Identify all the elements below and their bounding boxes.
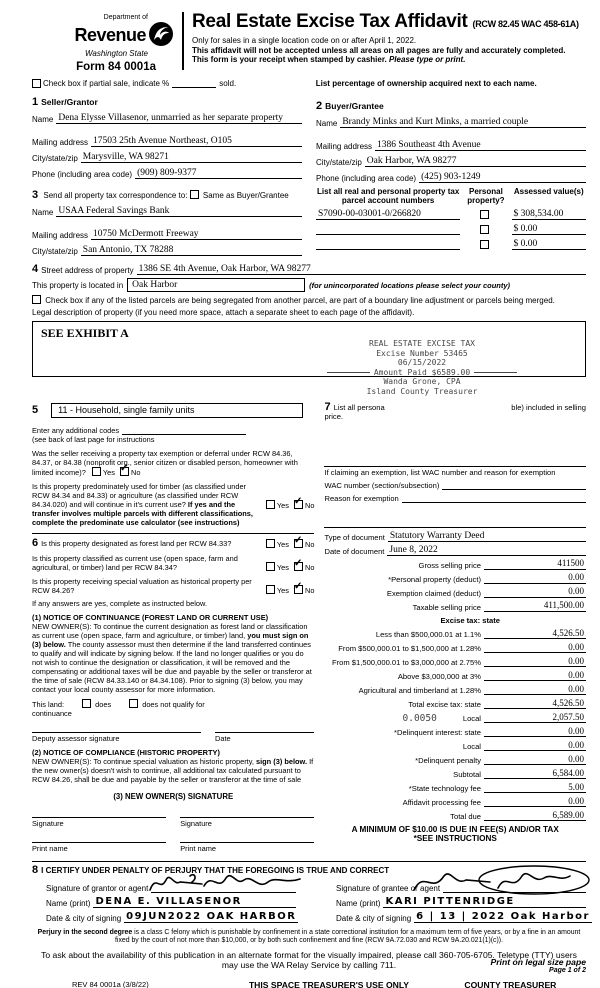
local-rate-value: 0.0050: [402, 712, 437, 724]
seller-name-field[interactable]: Dena Elysse Villasenor, unmarried as her separate property: [56, 113, 302, 124]
personal-property-deduct-field[interactable]: 0.00: [484, 573, 586, 584]
form-title-rcw: (RCW 82.45 WAC 458-61A): [472, 19, 579, 29]
local-tax-field[interactable]: 2,057.50: [484, 713, 586, 724]
buyer-phone-field[interactable]: (425) 903-1249: [419, 172, 586, 183]
grantee-signature-field[interactable]: [443, 882, 586, 893]
document-date-field[interactable]: June 8, 2022: [387, 545, 586, 556]
located-in-select[interactable]: Oak Harbor: [127, 278, 305, 292]
print-note: Print on legal size pape Page 1 of 2: [490, 957, 586, 974]
exemption-claimed-field[interactable]: 0.00: [484, 587, 586, 598]
seller-exemption-question: Was the seller receiving a property tax exemption or deferral under RCW 84.36, 84.37, or 84.38 (nonprofit org., senior citizen or disabled person, homeowner with limited income)? Yes ✓ No: [32, 449, 314, 477]
excise-tax-state-header: Excise tax: state: [440, 615, 500, 625]
rev-form-number: REV 84 0001a (3/8/22): [72, 980, 149, 988]
total-excise-state-field[interactable]: 4,526.50: [484, 699, 586, 710]
new-owners-signature-title: (3) NEW OWNER(S) SIGNATURE: [113, 792, 234, 801]
gross-selling-price-field[interactable]: 411500: [484, 559, 586, 570]
accessibility-note: To ask about the availability of this publication in an alternate format for the visually impaired, please call 360-705-6705. Teletype (TTY) users may use the WA Relay Service by calling 711.: [41, 950, 577, 970]
fees-divider: [324, 527, 586, 528]
partial-sale-sold-label: sold.: [219, 79, 237, 88]
minimum-due-note: A MINIMUM OF $10.00 IS DUE IN FEE(S) AND/OR TAX: [351, 825, 559, 835]
fee-row: *Delinquent interest: state 0.00: [394, 725, 584, 737]
historic-question: Is this property receiving special valuation as historical property per RCW 84.26?: [32, 577, 252, 595]
legal-description-label: Legal description of property (if you need more space, attach a separate sheet to each page of the affidavit).: [32, 308, 415, 317]
form-title: Real Estate Excise Tax Affidavit (RCW 82.45 WAC 458-61A): [192, 11, 579, 32]
assessed-value-field[interactable]: $ 0.00: [512, 224, 586, 235]
fee-row: *Delinquent penalty 0.00: [415, 753, 584, 765]
document-type-field[interactable]: Statutory Warranty Deed: [388, 531, 586, 542]
form-header: [32, 10, 586, 73]
forest-yes-checkbox[interactable]: [266, 539, 275, 548]
fee-row: *State technology fee 5.00: [408, 781, 584, 793]
see-back-note: (see back of last page for instructions: [32, 435, 155, 444]
dept-of-label: Department of: [103, 14, 148, 21]
correspondence-name-field[interactable]: USAA Federal Savings Bank: [56, 206, 302, 217]
owner-print-name-field-2[interactable]: Print name: [180, 842, 314, 853]
page-number: Page 1 of 2: [549, 967, 586, 974]
personal-property-checkbox[interactable]: [480, 210, 489, 219]
fee-row: From $500,000.01 to $1,500,000 at 1.28% 0.00: [338, 641, 584, 653]
personal-property-checkbox[interactable]: [480, 225, 489, 234]
grantee-print-name-field[interactable]: KARI PITTENRIDGE: [383, 897, 586, 908]
seller-phone-field[interactable]: (909) 809-9377: [135, 168, 302, 179]
affidavit-page: Department of Revenue Washington State Form 84 0001a Real Estate Excise Tax Affidavit (RCW 82.45 WAC 458-61A) Only for sales in a single location code on or after April 1, 2022. This affidavit will not be accepted unless all areas on all pages are fully and accurately completed. This form is your receipt when stamped by cashier. Please type or print. Check box if partial sale, indicate % sold. List percentage of ownership acquired next to each name. 1 Seller/Grantor Name Dena Elysse Villasenor, unmarried as her separate property Mailing address 17503 25th Avenue Northeast, O105 City/state/zip Marysville, WA 98271 Phone (including area code) (909) 809-9377 3 Send all property tax correspondence to: Same as Buyer/Grantee Name USAA Federal Savings Bank Mailing address 10750 McDermott Freeway City/state/zip San Antonio, TX 78288 2 Buyer/Grantee Name Brandy Minks and Kurt Minks, a married couple Mailing address 1386 Southeast 4th Avenue City/state/zip Oak Harbor, WA 98277 Phone (including area code) (425) 903-1249 List all real and personal property tax parcel account numbers Personal property? Assessed value(s) S7090-00-03001-0/266820 $ 308,534.00 $ 0.00 $ 0.00 4 Street address of property 1386 SE 4th Avenue, Oak Harbor, WA 98277 This property is located in Oak Harbor (for unincorporated locations please select your county) Check box if any of the listed parcels are being segregated from another parcel, are part of a boundary line adjustment or parcels being merged. Legal description of property (if you need more space, attach a separate sheet to each page of the affidavit). SEE EXHIBIT A REAL ESTATE EXCISE TAX Excise Number 53465 06/15/2022 Amount Paid $6589.00 Wanda Grone, CPA Island County Treasurer 5 11 - Household, single family units Enter any additional codes (see back of last page for instructions Was the seller receiving a property tax exemption or deferral under RCW 84.36, 84.37, or 84.38 (nonprofit org., senior citizen or disabled person, homeowner with limited income)? Yes ✓ No Is this property predominately used for timber (as classified under RCW 84.34 and 84.33) or agriculture (as classified under RCW 84.34.020) and will continue in it's current use? If yes and the transfer involves multiple parcels with different classifications, complete the predominate use calculator (see instructions) Yes ✓ No 6 Is this property designated as forest land per RCW 84.33? Yes ✓ No Is this property classified as current use (open space, farm and agricultural, or timber) land per RCW 84.34? Yes ✓ No Is this property receiving special valuation as historical property per RCW 84.26? Yes ✓ No If any answers are yes, complete as instructed below. (1) NOTICE OF CONTINUANCE (FOREST LAND OR CURRENT USE) NEW OWNER(S): To continue the current designation as forest land or classification as current use (open space, farm and agriculture, or timber) land, you must sign on (3) below. The county assessor must then determine if the land transferred continues to qualify and will indicate by signing below. If the land no longer qualifies or you do not wish to continue the designation or classification, it will be removed and the compensating or additional taxes will be due and payable by the seller or transferor at the time of sale (RCW 84.33.140 or 84.34.108). Prior to signing (3) below, you may contact your local county assessor for more information. This land: does does not qualify for continuance Deputy assessor signature Date (2) NOTICE OF COMPLIANCE (HISTORIC PROPERTY) NEW OWNER(S): To continue special valuation as historic property, sign (3) below. If the new owner(s) doesn't wish to continue, all additional tax calculated pursuant to RCW 84.26, shall be due and payable by the seller or transferor at the time of sale (3) NEW OWNER(S) SIGNATURE Signature Signature Print name Print name 7 List all persona ble) included in selling price. If claiming an exemption, list WAC number and reason for exemption WAC number (section/subsection) Reason for exemption Type of document Statutory Warranty Deed Date of document June 8, 2022 Gross selling price 411500 *Personal property (deduct) 0.00 Exemption claimed (deduct) 0.00 Taxable selling price 411,500.00 Excise tax: state Less than $500,000.01 at 1.1% 4,526.50 From $500,000.01 to $1,500,000 at 1.28% 0.00 From $1,500,000.01 to $3,000,000 at 2.75% 0.00 Above $3,000,000 at 3% 0.00 Agricultural and timberland at 1.28% 0.00 Total excise tax: state 4,526.50 0.0050 Local 2,057.50 *Delinquent interest: state 0.00 Local 0.00 *Delinquent penalty 0.00 Subtotal 6,584.00 *State technology fee 5.00 Affidavit processing fee 0.00 Total due 6,589.00 A MINIMUM OF $10.00 IS DUE IN FEE(S) AND/OR TAX *SEE INSTRUCTIONS 8 I CERTIFY UNDER PENALTY OF PERJURY THAT THE FOREGOING IS TRUE AND CORRECT Signature of grantor or agent Name (print) DENA E. VILLASENOR Date & city of signing 09JUN2022 OAK HARBOR Signature of grantee or agent Name (print) KARI PITTENRIDGE Date & city of signing 6 | 13 | 2022 Oak Harbor Perjury in the second degree is a class C felony which is punishable by confinement in a state correctional institution for a maximum term of five years, or by a fine in an amount fixed by the court of not more than $10,000, or by both such confinement and fine (RCW 9A.72.030 and RCW 9A.20.021(1)(c)). To ask about the availability of this publication in an alternate format for the visually impaired, please call 360-705-6705. Teletype (TTY) users may use the WA Relay Service by calling 711. REV 84 0001a (3/8/22) THIS SPACE TREASURER'S USE ONLY COUNTY TREASURER Print on legal size pape Page 1 of 2: [0, 0, 600, 988]
grantee-date-city-field[interactable]: 6 | 13 | 2022 Oak Harbor: [416, 911, 590, 922]
fee-row: Total due 6,589.00: [450, 809, 584, 821]
current-use-no-checkbox[interactable]: [294, 562, 303, 571]
fee-row: Exemption claimed (deduct) 0.00: [386, 586, 584, 598]
form-subtitle: Only for sales in a single location code on or after April 1, 2022. This affidavit will not be accepted unless all areas on all pages are fully and accurately completed. This form is your receipt when stamped by cashier. Please type or print.: [192, 36, 566, 64]
notice1-body: NEW OWNER(S): To continue the current designation as forest land or classification as current use (open space, farm and agriculture, or timber) land, you must sign on (3) below. The county assessor must then determine if the land transferred continues to qualify and will indicate by signing below. If the land no longer qualifies or you do not wish to continue the designation or classification, it will be removed and the compensating or additional taxes will be due and payable by the seller or transferor at the time of sale (RCW 84.33.140 or 84.34.108). Prior to signing (3) below, you may contact your local county assessor for more information.: [32, 622, 312, 694]
fee-row: From $1,500,000.01 to $3,000,000 at 2.75% 0.00: [331, 655, 584, 667]
agency-logo-block: [32, 10, 174, 73]
seller-exemption-no-checkbox[interactable]: [120, 467, 129, 476]
personal-property-list-field[interactable]: [324, 452, 586, 467]
agency-name: Revenue: [74, 24, 146, 45]
tier2-tax-field[interactable]: 0.00: [484, 643, 586, 654]
tier4-tax-field[interactable]: 0.00: [484, 671, 586, 682]
notice2-title: (2) NOTICE OF COMPLIANCE (HISTORIC PROPERTY): [32, 748, 220, 757]
state-label: Washington State: [84, 49, 148, 58]
segregated-label: Check box if any of the listed parcels are being segregated from another parcel, are part of a boundary line adjustment or parcels being merged.: [45, 296, 555, 305]
timber-yes-checkbox[interactable]: [266, 500, 275, 509]
fee-row: Gross selling price 411500: [418, 558, 584, 570]
grantor-date-city-field[interactable]: 09JUN2022 OAK HARBOR: [126, 911, 297, 922]
state-technology-fee-field[interactable]: 5.00: [484, 783, 586, 794]
fee-row: Subtotal 6,584.00: [453, 767, 584, 779]
deputy-date-field[interactable]: Date: [215, 732, 314, 743]
deputy-assessor-signature-field[interactable]: Deputy assessor signature: [32, 732, 201, 743]
fee-row: Above $3,000,000 at 3% 0.00: [397, 669, 584, 681]
section7-price-fragment: price.: [324, 412, 344, 422]
forest-no-checkbox[interactable]: [294, 539, 303, 548]
seller-exemption-yes-checkbox[interactable]: [92, 467, 101, 476]
grantor-signature-field[interactable]: [151, 882, 296, 893]
partial-sale-checkbox[interactable]: [32, 79, 41, 88]
delinquent-interest-local-field[interactable]: 0.00: [484, 741, 586, 752]
delinquent-penalty-field[interactable]: 0.00: [484, 755, 586, 766]
perjury-note: Perjury in the second degree is a class C felony which is punishable by confinement in a state correctional institution for a maximum term of five years, or by a fine in an amount fixed by the court of not more than $10,000, or by both such confinement and fine (RCW 9A.72.030 and RCW 9A.20.021(1)(c)).: [37, 929, 581, 944]
correspondence-mailing-field[interactable]: 10750 McDermott Freeway: [91, 229, 302, 240]
notice2-body: NEW OWNER(S): To continue special valuation as historic property, sign (3) below. If the new owner(s) doesn't wish to continue, all additional tax calculated pursuant to RCW 84.26, shall be due and payable by the seller or transferor at the time of sale: [32, 757, 314, 784]
same-as-buyer-checkbox[interactable]: [190, 190, 199, 199]
buyer-name-field[interactable]: Brandy Minks and Kurt Minks, a married couple: [340, 117, 586, 128]
buyer-mailing-field[interactable]: 1386 Southeast 4th Avenue: [375, 140, 586, 151]
land-use-code-select[interactable]: 11 - Household, single family units: [51, 403, 303, 418]
revenue-logo-icon: [148, 21, 174, 49]
county-treasurer-label: COUNTY TREASURER: [464, 980, 557, 988]
parcel-number-field[interactable]: [316, 224, 460, 235]
parcel-col-header: List all real and personal property tax parcel account numbers: [317, 187, 460, 205]
assessed-value-field[interactable]: $ 0.00: [512, 239, 586, 250]
fee-row: Agricultural and timberland at 1.28% 0.00: [358, 683, 584, 695]
historic-yes-checkbox[interactable]: [266, 585, 275, 594]
partial-sale-label: Check box if partial sale, indicate %: [43, 79, 170, 88]
tier1-tax-field[interactable]: 4,526.50: [484, 629, 586, 640]
partial-sale-percent-field[interactable]: [172, 87, 216, 88]
land-does-not-checkbox[interactable]: [129, 699, 138, 708]
historic-no-checkbox[interactable]: [294, 585, 303, 594]
parcel-table: [316, 187, 586, 250]
correspondence-heading: 3 Send all property tax correspondence to: Same as Buyer/Grantee: [32, 189, 289, 201]
assessed-value-col-header: Assessed value(s): [513, 187, 584, 196]
segregated-checkbox[interactable]: [32, 295, 41, 304]
form-number: Form 84 0001a: [76, 61, 156, 73]
fee-row: 0.0050 Local 2,057.50: [402, 711, 584, 724]
owner-print-name-field-1[interactable]: Print name: [32, 842, 166, 853]
ownership-note: List percentage of ownership acquired next to each name.: [315, 79, 537, 88]
fee-row: Local 0.00: [462, 739, 584, 751]
buyer-city-field[interactable]: Oak Harbor, WA 98277: [365, 156, 586, 167]
street-address-field[interactable]: 1386 SE 4th Avenue, Oak Harbor, WA 98277: [137, 264, 586, 275]
exemption-note: If claiming an exemption, list WAC number and reason for exemption: [324, 467, 556, 477]
parcel-row: [316, 224, 586, 235]
see-instructions-note: *SEE INSTRUCTIONS: [413, 834, 497, 844]
seller-mailing-field[interactable]: 17503 25th Avenue Northeast, O105: [91, 136, 302, 147]
owner-signature-field-1[interactable]: Signature: [32, 817, 166, 828]
personal-property-col-header: Personal property?: [467, 187, 505, 205]
parcel-row: [316, 209, 586, 220]
treasurer-stamp: REAL ESTATE EXCISE TAX Excise Number 53465 06/15/2022 Amount Paid $6589.00 Wanda Grone, CPA Island County Treasurer: [327, 339, 517, 396]
parcel-row: [316, 239, 586, 250]
buyer-heading: 2 Buyer/Grantee: [316, 100, 384, 112]
correspondence-city-field[interactable]: San Antonio, TX 78288: [81, 245, 302, 256]
parcel-number-field[interactable]: S7090-00-03001-0/266820: [316, 209, 460, 220]
section7-heading: 7 List all persona ble) included in selling: [324, 401, 586, 413]
seller-heading: 1 Seller/Grantor: [32, 96, 98, 108]
additional-codes-field[interactable]: [122, 424, 246, 435]
located-in-label: This property is located in: [32, 280, 124, 290]
treasurer-use-only-label: THIS SPACE TREASURER'S USE ONLY: [248, 980, 410, 988]
header-divider: [182, 12, 184, 70]
agricultural-tax-field[interactable]: 0.00: [484, 685, 586, 696]
parcel-number-field[interactable]: [316, 239, 460, 250]
timber-no-checkbox[interactable]: [294, 500, 303, 509]
if-yes-note: If any answers are yes, complete as instructed below.: [32, 599, 207, 608]
current-use-yes-checkbox[interactable]: [266, 562, 275, 571]
exhibit-text: SEE EXHIBIT A: [41, 326, 129, 340]
fee-row: Total excise tax: state 4,526.50: [408, 697, 584, 709]
wac-number-field[interactable]: [442, 479, 586, 490]
owner-signature-field-2[interactable]: Signature: [180, 817, 314, 828]
fee-row: *Personal property (deduct) 0.00: [388, 572, 584, 584]
delinquent-interest-state-field[interactable]: 0.00: [484, 727, 586, 738]
timber-question: Is this property predominately used for timber (as classified under RCW 84.34 and 84.33) or agriculture (as classified under RCW 84.34.020) and will continue in it's current use? If yes and the transfer involves multiple parcels with different classifications, complete the predominate use calculator (see instructions): [32, 482, 253, 527]
forest-land-question: 6 Is this property designated as forest land per RCW 84.33?: [32, 537, 232, 549]
this-land-label: This land:: [32, 699, 65, 709]
fee-row: Less than $500,000.01 at 1.1% 4,526.50: [375, 627, 584, 639]
current-use-question: Is this property classified as current use (open space, farm and agricultural, or timber) land per RCW 84.34?: [32, 554, 238, 572]
land-does-checkbox[interactable]: [82, 699, 91, 708]
subtotal-field[interactable]: 6,584.00: [484, 769, 586, 780]
total-due-field[interactable]: 6,589.00: [484, 811, 586, 822]
notice1-title: (1) NOTICE OF CONTINUANCE (FOREST LAND OR CURRENT USE): [32, 613, 269, 622]
affidavit-processing-fee-field[interactable]: 0.00: [484, 797, 586, 808]
fee-row: Taxable selling price 411,500.00: [412, 600, 584, 612]
fee-row: Affidavit processing fee 0.00: [402, 795, 584, 807]
located-in-note: (for unincorporated locations please select your county): [309, 280, 511, 290]
grantor-print-name-field[interactable]: DENA E. VILLASENOR: [93, 897, 296, 908]
continuance-label: continuance: [32, 709, 72, 718]
taxable-selling-price-field[interactable]: 411,500.00: [484, 601, 586, 612]
tier3-tax-field[interactable]: 0.00: [484, 657, 586, 668]
exemption-reason-field[interactable]: [402, 492, 586, 503]
certify-statement: 8 I CERTIFY UNDER PENALTY OF PERJURY THAT THE FOREGOING IS TRUE AND CORRECT: [32, 864, 390, 876]
seller-city-field[interactable]: Marysville, WA 98271: [81, 152, 302, 163]
assessed-value-field[interactable]: $ 308,534.00: [512, 209, 586, 220]
personal-property-checkbox[interactable]: [480, 240, 489, 249]
